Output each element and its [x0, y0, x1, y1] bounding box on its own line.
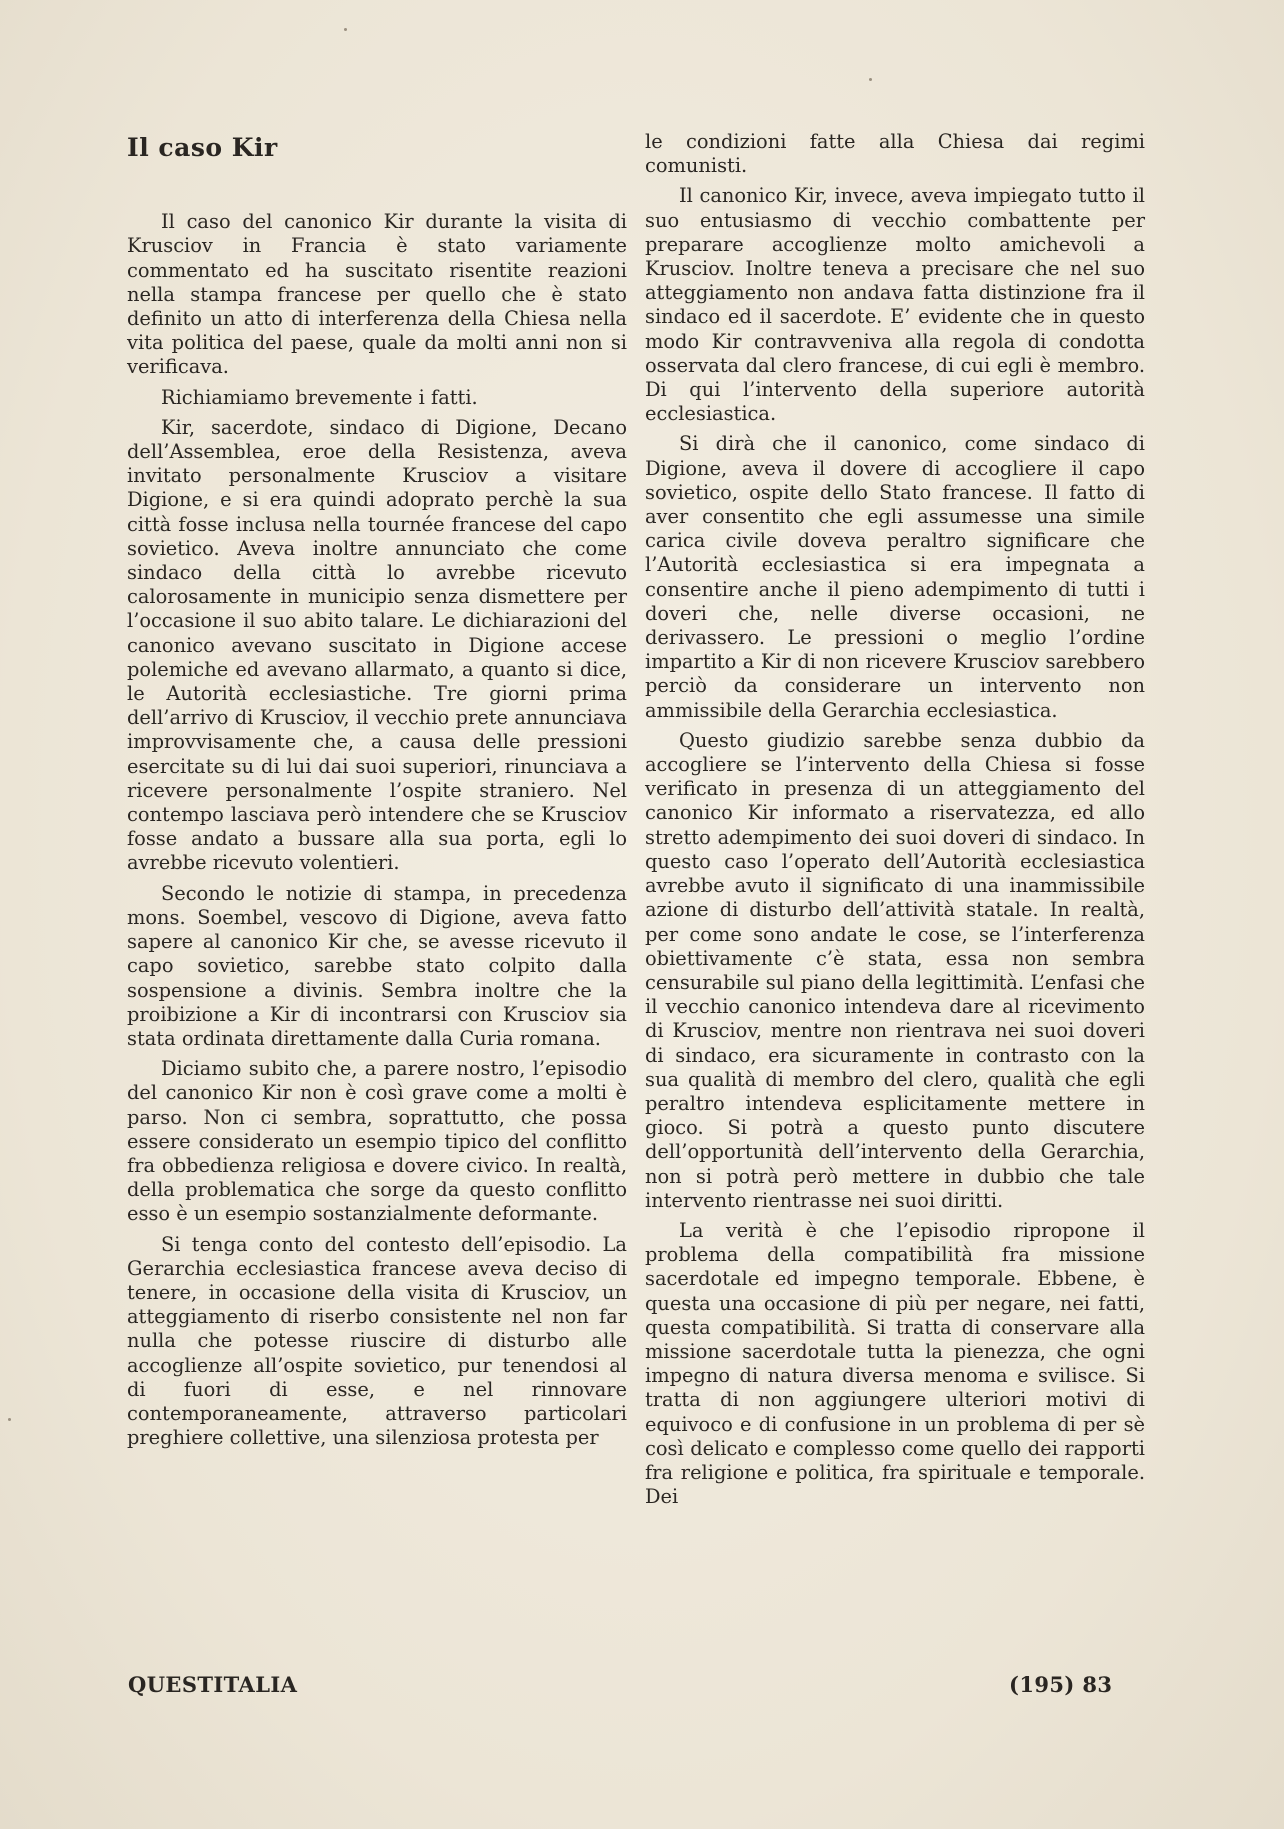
- speck: [344, 28, 347, 31]
- paragraph: Diciamo subito che, a parere nostro, l’episodio del canonico Kir non è così grave come a molti è parso. Non ci sembra, soprattutto, che possa essere considerato un esempio tipico del conflitto fra obbedienza religiosa e dovere civico. In realtà, della problematica che sorge da questo conflitto esso è un esempio sostanzialmente deformante.: [127, 1057, 627, 1226]
- paragraph: le condizioni fatte alla Chiesa dai regimi comunisti.: [645, 130, 1145, 178]
- speck: [8, 1418, 11, 1421]
- paragraph: Si tenga conto del contesto dell’episodio. La Gerarchia ecclesiastica francese aveva deciso di tenere, in occasione della visita di Krusciov, un atteggiamento di riserbo consistente nel non far nulla che potesse riuscire di disturbo alle accoglienze all’ospite sovietico, pur tenendosi al di fuori di esse, e nel rinnovare contemporaneamente, attraverso particolari preghiere collettive, una silenziosa protesta per: [127, 1232, 627, 1450]
- left-column: [127, 128, 627, 1456]
- paragraph: Si dirà che il canonico, come sindaco di Digione, aveva il dovere di accogliere il capo sovietico, ospite dello Stato francese. Il fatto di aver consentito che egli assumesse una simile carica civile doveva peraltro significare che l’Autorità ecclesiastica si era impegnata a consentire anche il pieno adempimento di tutti i doveri che, nelle diverse occasioni, ne derivassero. Le pressioni o meglio l’ordine impartito a Kir di non ricevere Krusciov sarebbero perciò da considerare un intervento non ammissibile della Gerarchia ecclesiastica.: [645, 432, 1145, 722]
- paragraph: La verità è che l’episodio ripropone il problema della compatibilità fra missione sacerdotale ed impegno temporale. Ebbene, è questa una occasione di più per negare, nei fatti, questa compatibilità. Si tratta di conservare alla missione sacerdotale tutta la pienezza, che ogni impegno di natura diversa menoma e svilisce. Si tratta di non aggiungere ulteriori motivi di equivoco e di confusione in un problema di per sè così delicato e complesso come quello dei rapporti fra religione e politica, fra spirituale e temporale. Dei: [645, 1218, 1145, 1509]
- publication-name: QUESTITALIA: [128, 1672, 298, 1697]
- right-column: [645, 130, 1145, 1515]
- paragraph: Kir, sacerdote, sindaco di Digione, Decano dell’Assemblea, eroe della Resistenza, aveva invitato personalmente Krusciov a visitare Digione, e si era quindi adoprato perchè la sua città fosse inclusa nella tournée francese del capo sovietico. Aveva inoltre annunciato che come sindaco della città lo avrebbe ricevuto calorosamente in municipio senza dismettere per l’occasione il suo abito talare. Le dichiarazioni del canonico avevano suscitato in Digione accese polemiche ed avevano allarmato, a quanto si dice, le Autorità ecclesiastiche. Tre giorni prima dell’arrivo di Krusciov, il vecchio prete annunciava improvvisamente che, a causa delle pressioni esercitate su di lui dai suoi superiori, rinunciava a ricevere personalmente l’ospite straniero. Nel contempo lasciava però intendere che se Krusciov fosse andato a bussare alla sua porta, egli lo avrebbe ricevuto volentieri.: [127, 415, 627, 875]
- paragraph: Richiamiamo brevemente i fatti.: [161, 385, 478, 409]
- speck: [869, 78, 872, 81]
- paragraph: Il canonico Kir, invece, aveva impiegato tutto il suo entusiasmo di vecchio combattente per preparare accoglienze molto amichevoli a Krusciov. Inoltre teneva a precisare che nel suo atteggiamento non andava fatta distinzione fra il sindaco ed il sacerdote. E’ evidente che in questo modo Kir contravveniva alla regola di condotta osservata dal clero francese, di cui egli è membro. Di qui l’intervento della superiore autorità ecclesiastica.: [645, 184, 1145, 426]
- paragraph: Il caso del canonico Kir durante la visita di Krusciov in Francia è stato variamente commentato ed ha suscitato risentite reazioni nella stampa francese per quello che è stato definito un atto di interferenza della Chiesa nella vita politica del paese, quale da molti anni non si verificava.: [127, 210, 627, 379]
- paragraph: Questo giudizio sarebbe senza dubbio da accogliere se l’intervento della Chiesa si fosse verificato in presenza di un atteggiamento del canonico Kir informato a riservatezza, ed allo stretto adempimento dei suoi doveri di sindaco. In questo caso l’operato dell’Autorità ecclesiastica avrebbe avuto il significato di una inammissibile azione di disturbo dell’attività statale. In realtà, per come sono andate le cose, se l’interferenza obiettivamente c’è stata, essa non sembra censurabile sul piano della legittimità. L’enfasi che il vecchio canonico intendeva dare al ricevimento di Krusciov, mentre non rientrava nei suoi doveri di sindaco, era sicuramente in contrasto con la sua qualità di membro del clero, qualità che egli peraltro intendeva esplicitamente mettere in gioco. Si potrà a questo punto discutere dell’opportunità dell’intervento della Gerarchia, non si potrà però mettere in dubbio che tale intervento rientrasse nei suoi diritti.: [645, 728, 1145, 1212]
- page-number: (195) 83: [1009, 1672, 1113, 1697]
- paragraph: Secondo le notizie di stampa, in precedenza mons. Soembel, vescovo di Digione, aveva fatto sapere al canonico Kir che, se avesse ricevuto il capo sovietico, sarebbe stato colpito dalla sospensione a divinis. Sembra inoltre che la proibizione a Kir di incontrarsi con Krusciov sia stata ordinata direttamente dalla Curia romana.: [127, 881, 627, 1050]
- article-title: Il caso Kir: [127, 133, 278, 162]
